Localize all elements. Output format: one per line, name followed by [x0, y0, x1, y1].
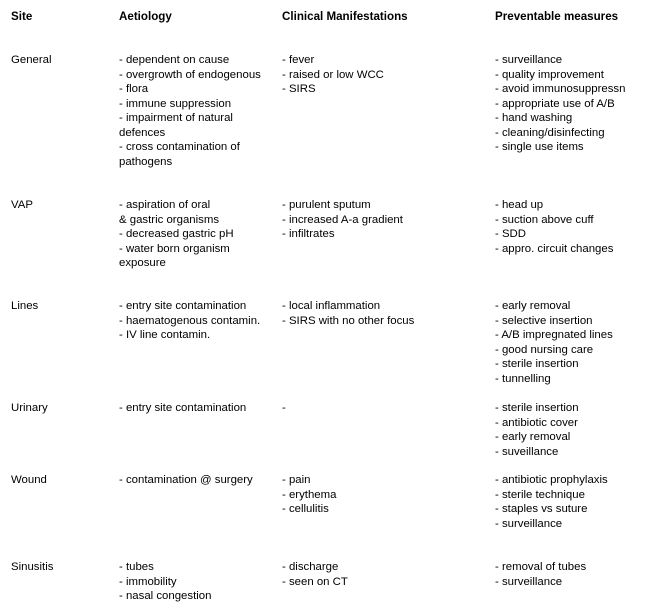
- list-item: - appro. circuit changes: [495, 242, 614, 255]
- list-item: - discharge: [282, 561, 339, 573]
- list-item: - selective insertion: [495, 314, 593, 327]
- aetiology-cell: [119, 53, 279, 169]
- site-cell: Lines: [11, 300, 39, 312]
- aetiology-cell: [119, 473, 279, 488]
- list-item: - immune suppression: [119, 97, 232, 110]
- list-item: - overgrowth of endogenous: [119, 68, 261, 81]
- site-cell: Sinusitis: [11, 561, 54, 573]
- list-item: - quality improvement: [495, 68, 604, 81]
- list-item: - A/B impregnated lines: [495, 329, 613, 341]
- aetiology-cell: [119, 299, 279, 343]
- preventable-cell: [495, 560, 586, 589]
- list-item: - surveillance: [495, 54, 563, 66]
- list-item: - single use items: [495, 141, 584, 153]
- list-item: - sterile insertion: [495, 358, 579, 370]
- list-item: - good nursing care: [495, 343, 594, 356]
- list-item: - hand washing: [495, 112, 573, 124]
- list-item: - impairment of natural: [119, 112, 233, 124]
- aetiology-cell: [119, 401, 279, 416]
- header-preventable-measures: Preventable measures: [495, 10, 619, 23]
- list-item: - flora: [119, 83, 149, 95]
- list-item: - raised or low WCC: [282, 68, 384, 81]
- list-item: - increased A-a gradient: [282, 213, 403, 226]
- site-cell: Wound: [11, 474, 47, 486]
- list-item: - avoid immunosuppressn: [495, 83, 626, 95]
- list-item: - SIRS: [282, 83, 316, 95]
- list-item: - tubes: [119, 561, 154, 573]
- list-item: - entry site contamination: [119, 402, 247, 414]
- list-item: - suction above cuff: [495, 213, 594, 226]
- clinical-cell: [282, 401, 286, 416]
- preventable-cell: [495, 198, 613, 256]
- site-cell: VAP: [11, 199, 33, 211]
- list-item: - erythema: [282, 488, 337, 501]
- preventable-cell: [495, 473, 608, 531]
- aetiology-cell: [119, 560, 279, 604]
- list-item: exposure: [119, 257, 166, 269]
- list-item: - IV line contamin.: [119, 329, 211, 341]
- list-item: - decreased gastric pH: [119, 228, 234, 240]
- list-item: - appropriate use of A/B: [495, 97, 615, 110]
- list-item: - cross contamination of: [119, 141, 240, 153]
- list-item: - head up: [495, 199, 544, 211]
- clinical-cell: [282, 560, 348, 589]
- list-item: - pain: [282, 474, 311, 486]
- preventable-cell: [495, 299, 613, 386]
- list-item: - surveillance: [495, 517, 563, 530]
- list-item: - early removal: [495, 431, 571, 443]
- clinical-cell: [282, 299, 414, 328]
- clinical-cell: [282, 198, 403, 242]
- list-item: - water born organism: [119, 242, 230, 255]
- header-clinical-manifestations: Clinical Manifestations: [282, 10, 408, 23]
- list-item: - antibiotic cover: [495, 416, 578, 429]
- preventable-cell: [495, 401, 579, 459]
- list-item: - sterile technique: [495, 488, 585, 501]
- list-item: - sterile insertion: [495, 402, 579, 414]
- list-item: - tunnelling: [495, 372, 551, 385]
- list-item: - SIRS with no other focus: [282, 314, 415, 327]
- list-item: - SDD: [495, 228, 527, 240]
- list-item: - aspiration of oral: [119, 199, 211, 211]
- site-cell: General: [11, 54, 52, 66]
- list-item: - seen on CT: [282, 575, 348, 588]
- list-item: - fever: [282, 54, 315, 66]
- list-item: - infiltrates: [282, 228, 335, 240]
- list-item: & gastric organisms: [119, 213, 220, 226]
- list-item: -: [282, 402, 286, 414]
- list-item: - staples vs suture: [495, 503, 588, 515]
- list-item: - cellulitis: [282, 503, 329, 515]
- list-item: - removal of tubes: [495, 561, 587, 573]
- list-item: - nasal congestion: [119, 590, 212, 602]
- list-item: - antibiotic prophylaxis: [495, 474, 608, 486]
- clinical-cell: [282, 473, 336, 517]
- site-cell: Urinary: [11, 402, 48, 414]
- list-item: - purulent sputum: [282, 199, 371, 211]
- list-item: - immobility: [119, 575, 177, 588]
- header-aetiology: Aetiology: [119, 10, 172, 23]
- clinical-cell: [282, 53, 384, 97]
- aetiology-cell: [119, 198, 279, 271]
- list-item: - surveillance: [495, 575, 563, 588]
- list-item: - dependent on cause: [119, 54, 230, 66]
- list-item: - local inflammation: [282, 300, 381, 312]
- list-item: - contamination @ surgery: [119, 474, 253, 486]
- list-item: - suveillance: [495, 445, 559, 458]
- list-item: - entry site contamination: [119, 300, 247, 312]
- list-item: defences: [119, 126, 166, 139]
- list-item: - cleaning/disinfecting: [495, 126, 605, 139]
- list-item: pathogens: [119, 155, 173, 168]
- preventable-cell: [495, 53, 625, 155]
- list-item: - early removal: [495, 300, 571, 312]
- list-item: - haematogenous contamin.: [119, 314, 261, 327]
- header-site: Site: [11, 10, 33, 23]
